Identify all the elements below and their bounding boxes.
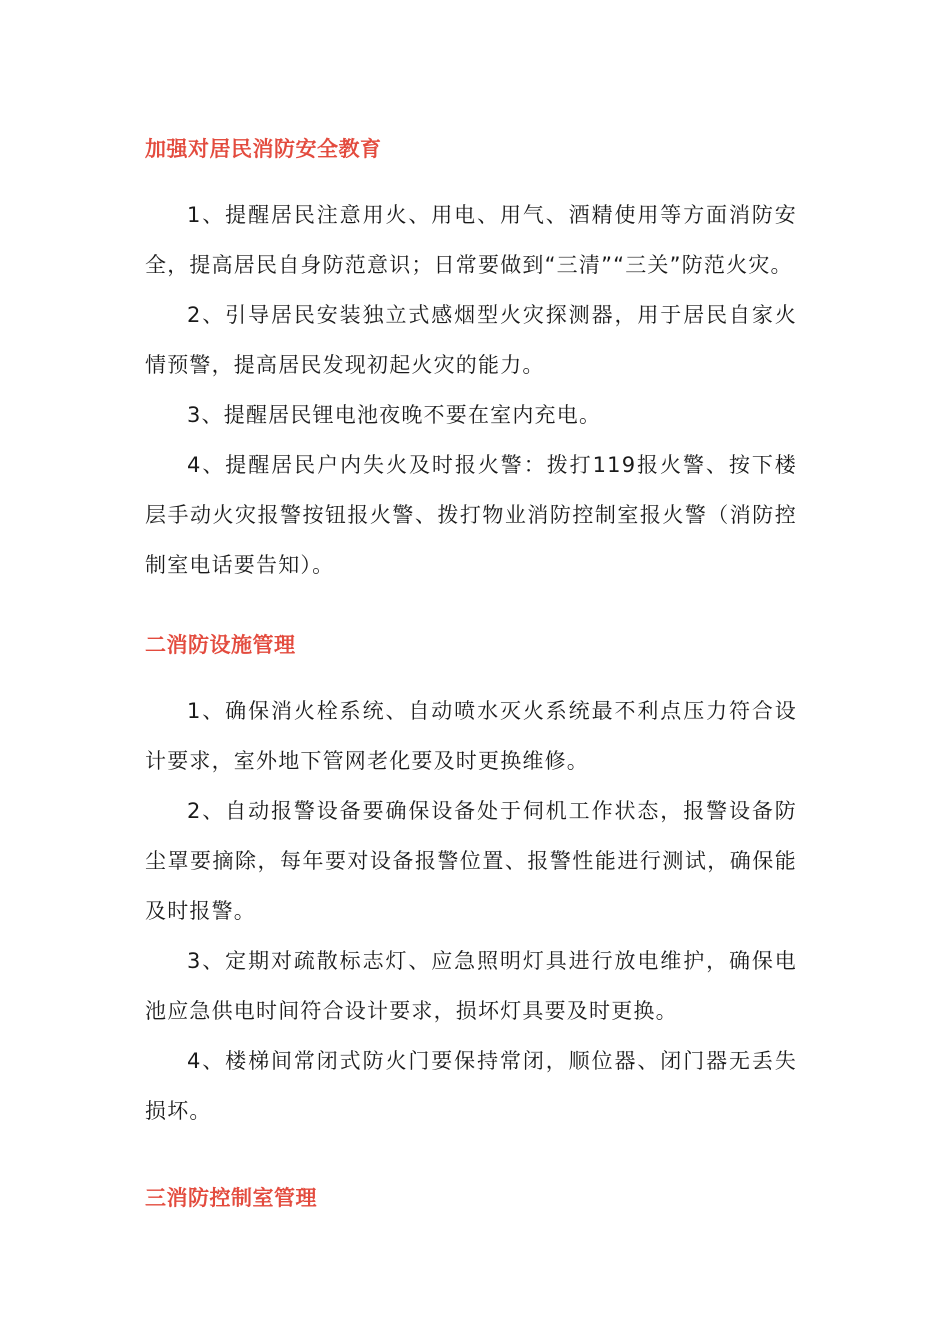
paragraph: 4、提醒居民户内失火及时报火警：拨打119报火警、按下楼层手动火灾报警按钮报火警、拨打物业消防控制室报火警（消防控制室电话要告知）。 bbox=[145, 453, 797, 577]
section-heading-resident-education: 加强对居民消防安全教育 bbox=[145, 137, 382, 161]
document-page bbox=[145, 132, 797, 1215]
section-heading-control-room: 三消防控制室管理 bbox=[145, 1186, 317, 1210]
paragraph: 1、提醒居民注意用火、用电、用气、酒精使用等方面消防安全，提高居民自身防范意识；日常要做到“三清”“三关”防范火灾。 bbox=[145, 203, 797, 277]
paragraph: 3、定期对疏散标志灯、应急照明灯具进行放电维护，确保电池应急供电时间符合设计要求，损坏灯具要及时更换。 bbox=[145, 949, 797, 1023]
paragraph: 4、楼梯间常闭式防火门要保持常闭，顺位器、闭门器无丢失损坏。 bbox=[145, 1049, 797, 1123]
paragraph: 1、确保消火栓系统、自动喷水灭火系统最不利点压力符合设计要求，室外地下管网老化要及时更换维修。 bbox=[145, 699, 797, 773]
paragraph: 2、引导居民安装独立式感烟型火灾探测器，用于居民自家火情预警，提高居民发现初起火灾的能力。 bbox=[145, 303, 797, 377]
paragraph: 3、提醒居民锂电池夜晚不要在室内充电。 bbox=[187, 403, 602, 427]
paragraph: 2、自动报警设备要确保设备处于伺机工作状态，报警设备防尘罩要摘除，每年要对设备报警位置、报警性能进行测试，确保能及时报警。 bbox=[145, 799, 797, 923]
section-heading-facility-management: 二消防设施管理 bbox=[145, 633, 296, 657]
